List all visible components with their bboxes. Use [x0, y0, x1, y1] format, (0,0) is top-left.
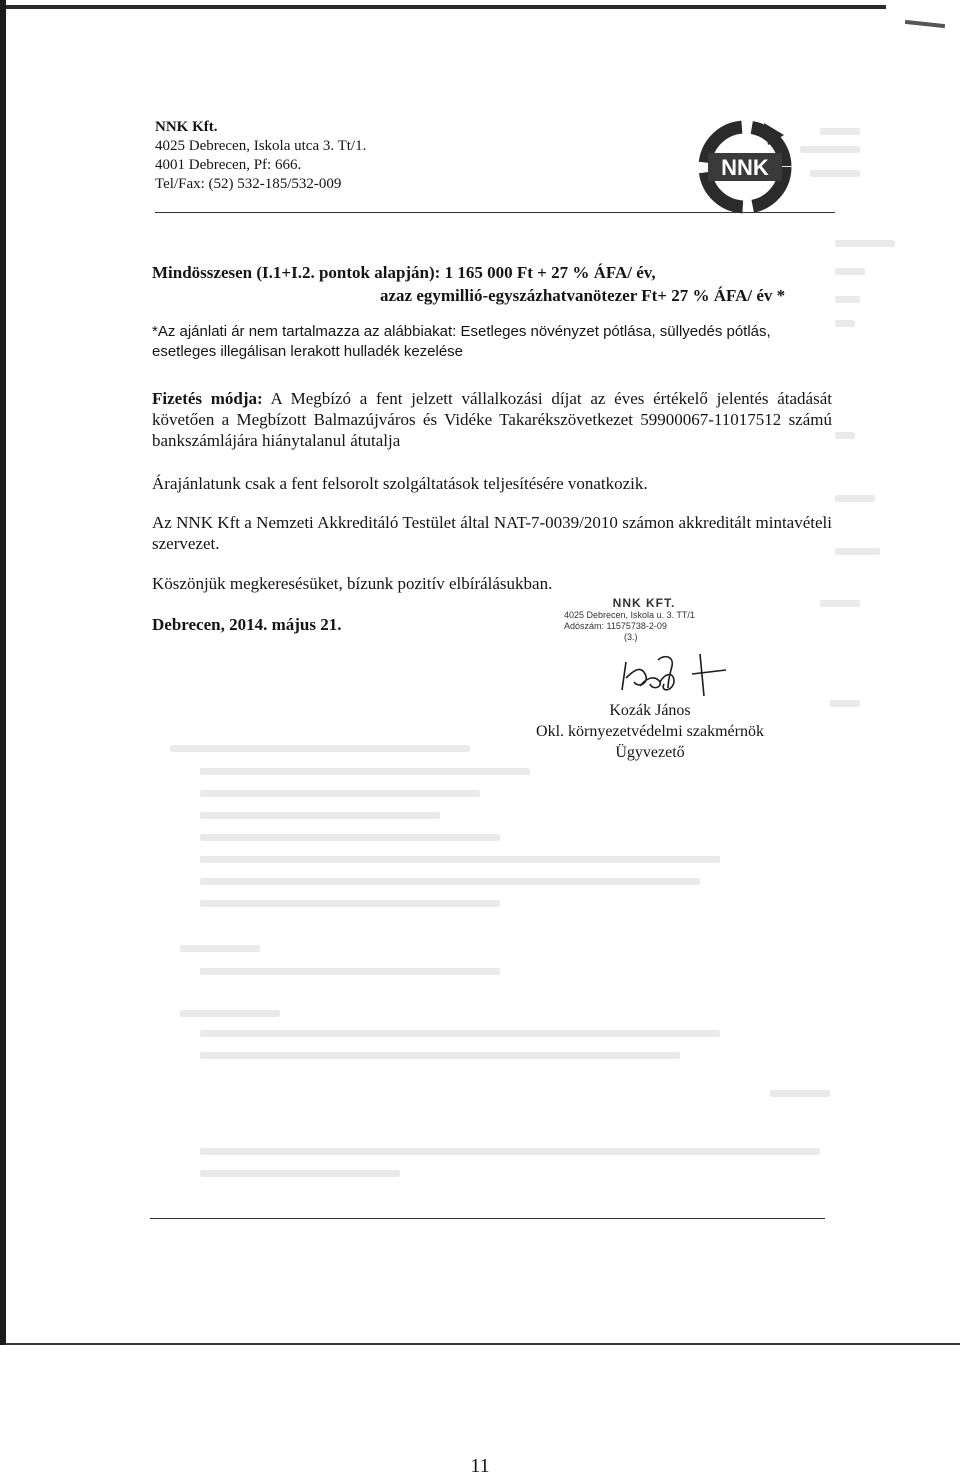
header-rule: [155, 212, 835, 213]
scan-edge-bottom: [6, 1343, 960, 1345]
footer-rule: [150, 1218, 825, 1219]
scan-edge-top: [6, 5, 886, 9]
company-name: NNK Kft.: [155, 119, 218, 135]
postal-address: 4001 Debrecen, Pf: 666.: [155, 157, 302, 173]
logo-text: NNK: [721, 155, 769, 180]
signatory-name: Kozák János: [609, 702, 691, 719]
stamp-tax-number: Adószám: 11575738-2-09: [564, 621, 667, 631]
signatory-role: Ügyvezető: [615, 744, 685, 761]
stamp-ref: (3.): [624, 632, 638, 642]
phone-fax: Tel/Fax: (52) 532-185/532-009: [155, 176, 342, 192]
nnk-logo: [690, 115, 800, 215]
signatory-qualification: Okl. környezetvédelmi szakmérnök: [536, 723, 764, 740]
signatory-block: [500, 700, 800, 763]
price-exclusions-note: *Az ajánlati ár nem tartalmazza az alábbiakat: Esetleges növényzet pótlása, süllyedés pótlás, esetleges illegálisan lerakott hulladék kezelése: [152, 323, 771, 360]
scan-mark: [905, 20, 945, 28]
page-number: 11: [470, 1455, 490, 1477]
scope-statement: Árajánlatunk csak a fent felsorolt szolgáltatások teljesítésére vonatkozik.: [152, 474, 648, 493]
company-stamp: [564, 596, 724, 643]
payment-text: A Megbízó a fent jelzett vállalkozási díjat az éves értékelő jelentés átadását követően a Megbízott Balmazújváros és Vidéke Takarékszövetkezet 59900067-11017512 számú bankszámlájára hiánytalanul átutalja: [152, 389, 832, 450]
place-date: Debrecen, 2014. május 21.: [152, 615, 342, 634]
payment-label: Fizetés módja:: [152, 389, 263, 408]
closing-thanks: Köszönjük megkeresésüket, bízunk pozitív elbírálásukban.: [152, 574, 553, 593]
letterhead: [155, 118, 366, 194]
handwritten-signature: [608, 648, 748, 708]
total-price-words: azaz egymillió-egyszázhatvanötezer Ft+ 27 % ÁFA/ év *: [380, 286, 786, 305]
stamp-address: 4025 Debrecen, Iskola u. 3. TT/1: [564, 610, 695, 620]
payment-terms: [152, 388, 832, 451]
accreditation-statement: Az NNK Kft a Nemzeti Akkreditáló Testület által NAT-7-0039/2010 számon akkreditált mintavételi szervezet.: [152, 513, 832, 553]
stamp-name: NNK KFT.: [612, 596, 676, 610]
scan-edge-left: [0, 0, 6, 1345]
total-price-line: Mindösszesen (I.1+I.2. pontok alapján): 1 165 000 Ft + 27 % ÁFA/ év,: [152, 263, 656, 282]
address-line: 4025 Debrecen, Iskola utca 3. Tt/1.: [155, 138, 367, 154]
